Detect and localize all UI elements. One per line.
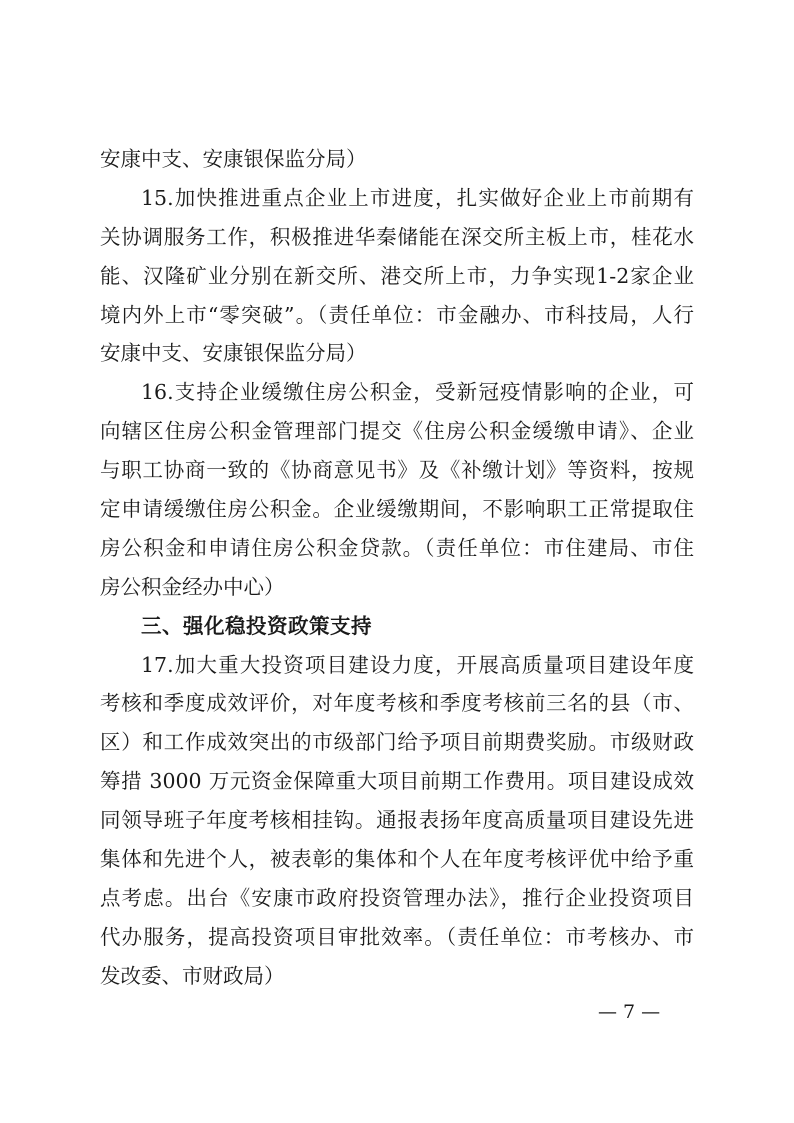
text-line-17: 筹措 3000 万元资金保障重大项目前期工作费用。项目建设成效 [100, 769, 694, 794]
text-line-8: 向辖区住房公积金管理部门提交《住房公积金缓缴申请》、企业 [100, 419, 694, 444]
text-line-16: 区）和工作成效突出的市级部门给予项目前期费奖励。市级财政 [100, 730, 694, 755]
text-line-10: 定申请缓缴住房公积金。企业缓缴期间，不影响职工正常提取住 [100, 497, 694, 522]
text-line-20: 点考虑。出台《安康市政府投资管理办法》，推行企业投资项目 [100, 885, 694, 910]
text-line-15: 考核和季度成效评价，对年度考核和季度考核前三名的县（市、 [100, 691, 694, 716]
text-line-18: 同领导班子年度考核相挂钩。通报表扬年度高质量项目建设先进 [100, 808, 694, 833]
text-line-3: 关协调服务工作，积极推进华秦储能在深交所主板上市，桂花水 [100, 224, 694, 249]
text-line-12: 房公积金经办中心） [100, 574, 285, 599]
document-body [100, 140, 694, 996]
text-line-7: 16.支持企业缓缴住房公积金，受新冠疫情影响的企业，可 [141, 380, 694, 405]
text-line-9: 与职工协商一致的《协商意见书》及《补缴计划》等资料，按规 [100, 458, 694, 483]
text-line-4: 能、汉隆矿业分别在新交所、港交所上市，力争实现1-2家企业 [100, 263, 694, 288]
text-line-6: 安康中支、安康银保监分局） [100, 341, 367, 366]
text-line-11: 房公积金和申请住房公积金贷款。（责任单位：市住建局、市住 [100, 535, 694, 560]
text-line-5: 境内外上市“零突破”。（责任单位：市金融办、市科技局，人行 [100, 302, 694, 327]
text-line-1: 安康中支、安康银保监分局） [100, 147, 367, 171]
text-line-19: 集体和先进个人，被表彰的集体和个人在年度考核评优中给予重 [100, 847, 694, 872]
text-line-21: 代办服务，提高投资项目审批效率。（责任单位：市考核办、市 [100, 924, 694, 949]
text-line-2: 15.加快推进重点企业上市进度，扎实做好企业上市前期有 [141, 185, 694, 210]
page-number: — 7 — [598, 1001, 661, 1023]
section-heading: 三、强化稳投资政策支持 [141, 613, 372, 638]
text-line-22: 发改委、市财政局） [100, 963, 285, 988]
text-line-14: 17.加大重大投资项目建设力度，开展高质量项目建设年度 [141, 652, 694, 677]
